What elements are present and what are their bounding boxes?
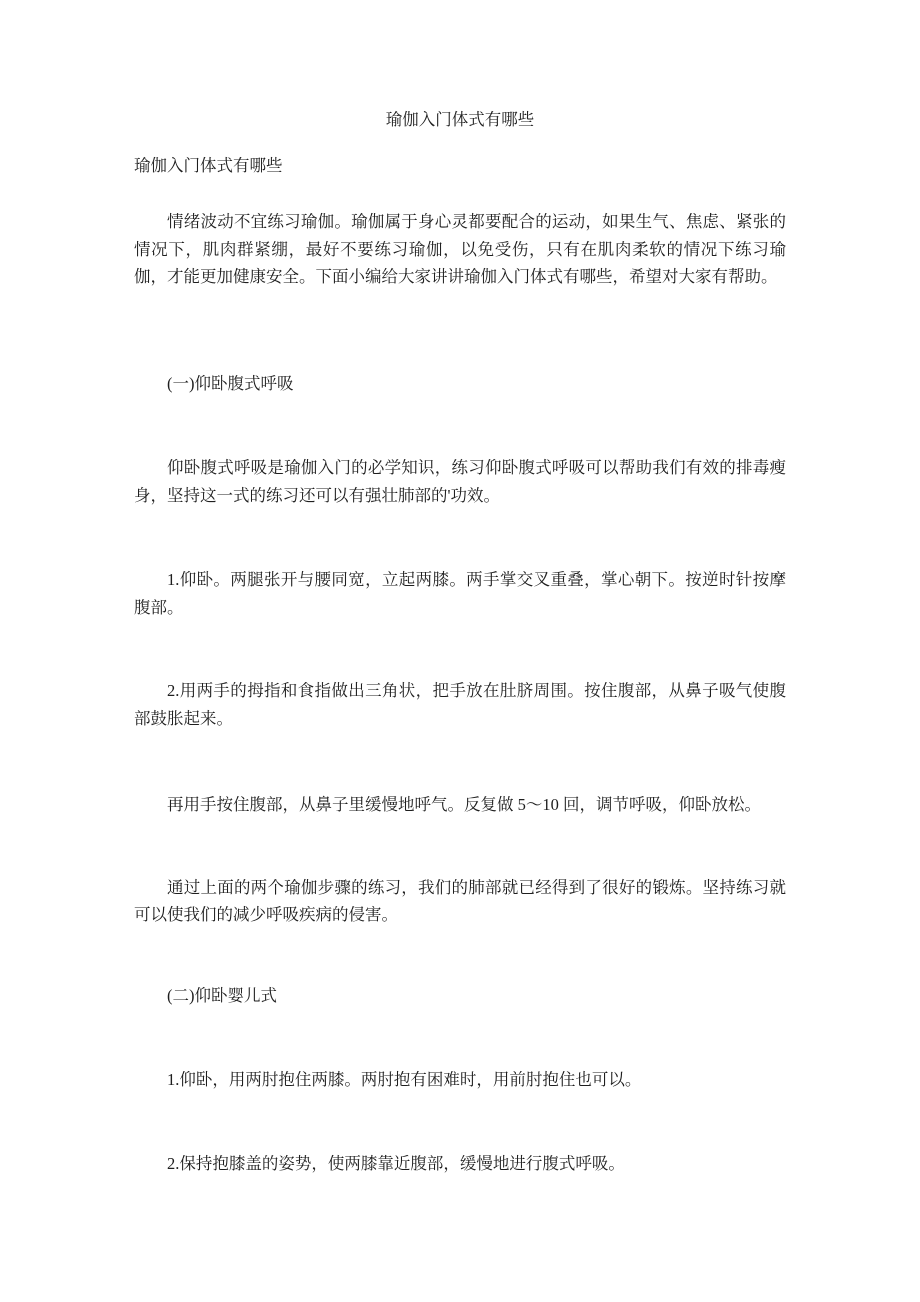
section-1-step-2: 2.用两手的拇指和食指做出三角状，把手放在肚脐周围。按住腹部，从鼻子吸气使腹部鼓胀起来。 bbox=[134, 681, 786, 728]
section-1-step-1: 1.仰卧。两腿张开与腰同宽，立起两膝。两手掌交叉重叠，掌心朝下。按逆时针按摩腹部。 bbox=[134, 570, 786, 617]
section-2-step-1: 1.仰卧，用两肘抱住两膝。两肘抱有困难时，用前肘抱住也可以。 bbox=[167, 1070, 642, 1089]
section-1-summary: 通过上面的两个瑜伽步骤的练习，我们的肺部就已经得到了很好的锻炼。坚持练习就可以使我们的减少呼吸疾病的侵害。 bbox=[134, 877, 786, 924]
section-1-heading: (一)仰卧腹式呼吸 bbox=[167, 373, 294, 393]
document-title: 瑜伽入门体式有哪些 bbox=[385, 110, 535, 129]
document-subtitle: 瑜伽入门体式有哪些 bbox=[134, 155, 283, 175]
section-1-breathing-note: 再用手按住腹部，从鼻子里缓慢地呼气。反复做 5～10 回，调节呼吸，仰卧放松。 bbox=[167, 795, 761, 814]
section-2-step-2: 2.保持抱膝盖的姿势，使两膝靠近腹部，缓慢地进行腹式呼吸。 bbox=[167, 1153, 625, 1173]
section-2-heading: (二)仰卧婴儿式 bbox=[167, 985, 277, 1005]
intro-paragraph: 情绪波动不宜练习瑜伽。瑜伽属于身心灵都要配合的运动，如果生气、焦虑、紧张的情况下，肌肉群紧绷，最好不要练习瑜伽，以免受伤，只有在肌肉柔软的情况下练习瑜伽，才能更加健康安全。下面小编给大家讲讲瑜伽入门体式有哪些，希望对大家有帮助。 bbox=[134, 212, 786, 286]
section-1-description: 仰卧腹式呼吸是瑜伽入门的必学知识，练习仰卧腹式呼吸可以帮助我们有效的排毒瘦身，坚持这一式的练习还可以有强壮肺部的'功效。 bbox=[134, 458, 786, 505]
